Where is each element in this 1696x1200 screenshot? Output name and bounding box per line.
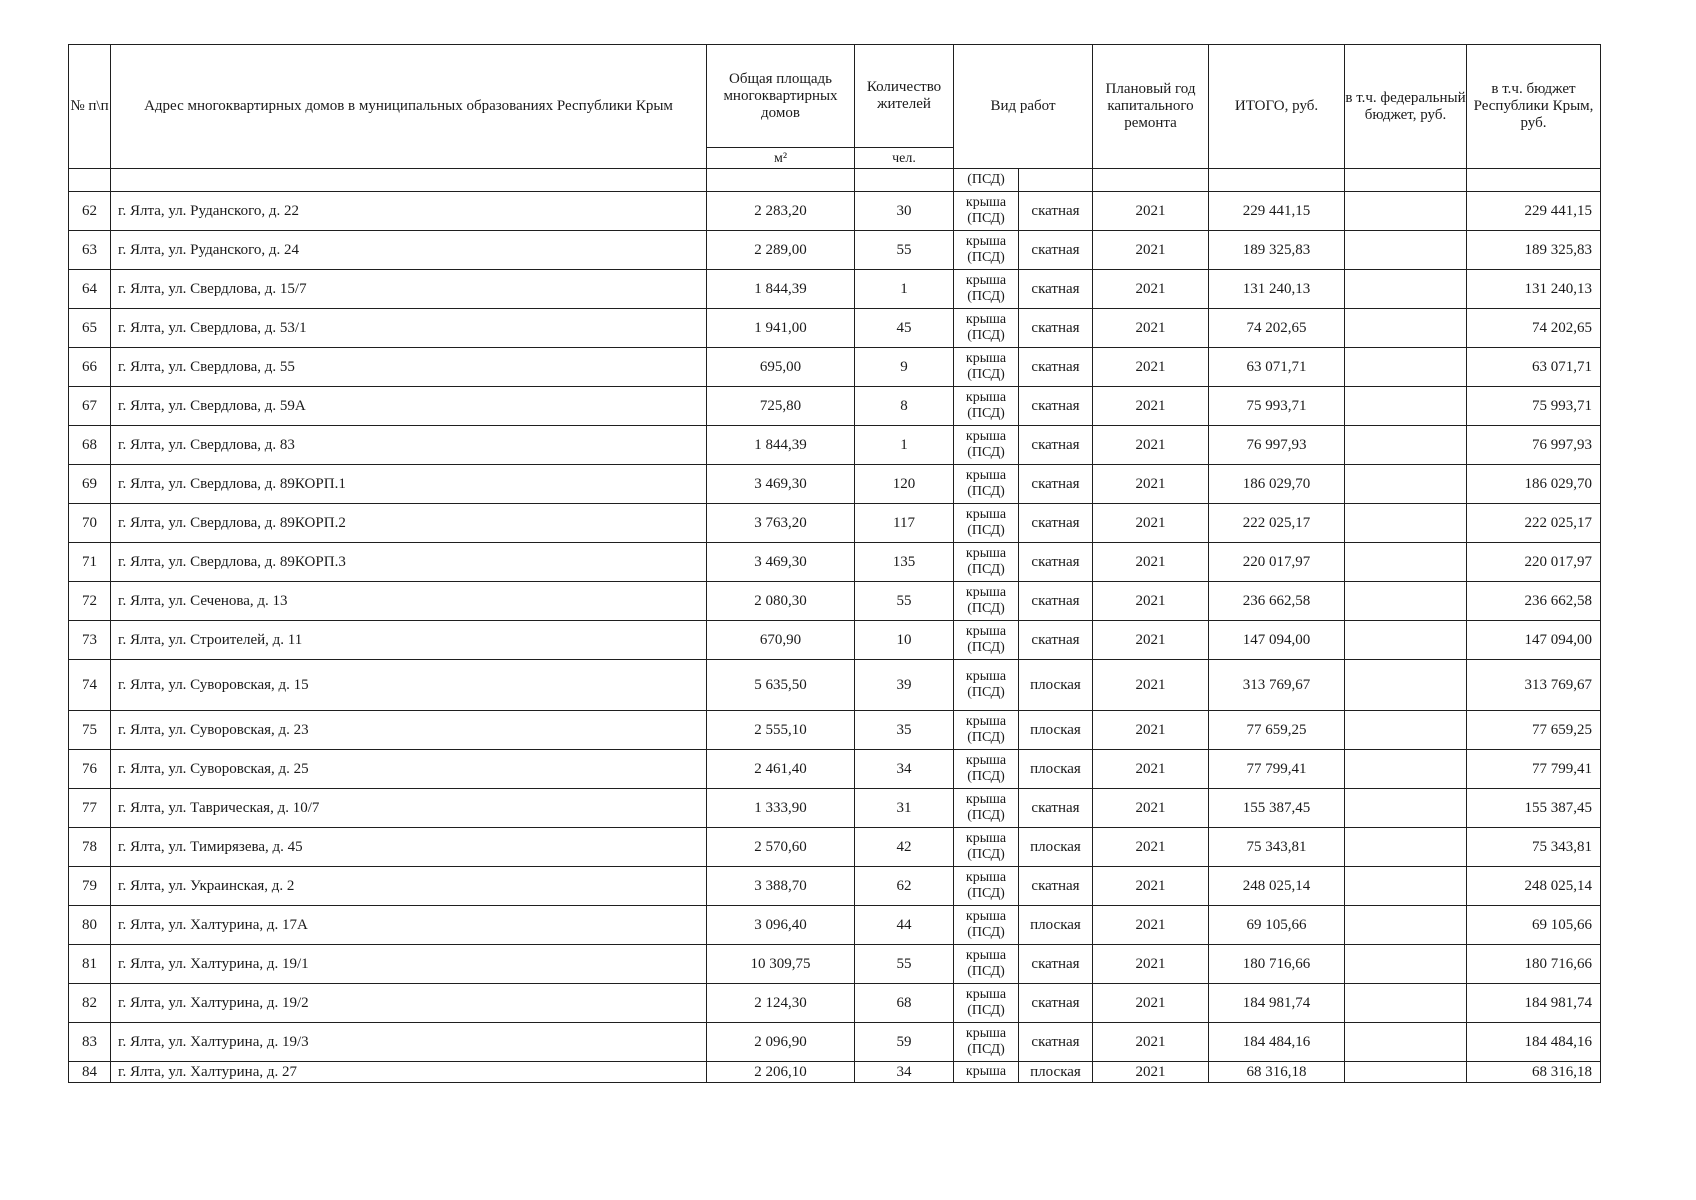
cell-num: 84 — [69, 1062, 111, 1083]
cell-work: крыша (ПСД) — [954, 828, 1019, 867]
table-row — [69, 789, 1601, 828]
col-header-address: Адрес многоквартирных домов в муниципальных образованиях Республики Крым — [111, 45, 707, 169]
col-header-work: Вид работ — [954, 45, 1093, 169]
cell-total: 76 997,93 — [1209, 426, 1345, 465]
cell-total: 77 659,25 — [1209, 711, 1345, 750]
cell-republic: 186 029,70 — [1467, 465, 1601, 504]
cell-republic: 236 662,58 — [1467, 582, 1601, 621]
cell-address: г. Ялта, ул. Строителей, д. 11 — [111, 621, 707, 660]
cell-republic: 184 484,16 — [1467, 1023, 1601, 1062]
table-row — [69, 465, 1601, 504]
cell-republic: 131 240,13 — [1467, 270, 1601, 309]
table-row — [69, 750, 1601, 789]
cell-republic: 77 659,25 — [1467, 711, 1601, 750]
cell-residents: 42 — [855, 828, 954, 867]
table-row — [69, 543, 1601, 582]
cell-total: 75 993,71 — [1209, 387, 1345, 426]
col-header-residents: Количество жителей — [855, 45, 954, 148]
cell-area: 1 844,39 — [707, 426, 855, 465]
cell-roof-type: скатная — [1019, 945, 1093, 984]
cell-num: 73 — [69, 621, 111, 660]
cell-area: 2 570,60 — [707, 828, 855, 867]
cell-federal — [1345, 984, 1467, 1023]
table-row — [69, 711, 1601, 750]
cell-total: 131 240,13 — [1209, 270, 1345, 309]
cell-total: 180 716,66 — [1209, 945, 1345, 984]
cell-roof-type: плоская — [1019, 906, 1093, 945]
cell-roof-type: плоская — [1019, 1062, 1093, 1083]
carry-over-row — [69, 169, 1601, 192]
cell-work: крыша (ПСД) — [954, 231, 1019, 270]
cell-num: 62 — [69, 192, 111, 231]
table-row — [69, 231, 1601, 270]
cell-address: г. Ялта, ул. Халтурина, д. 17А — [111, 906, 707, 945]
cell-num: 76 — [69, 750, 111, 789]
cell-address: г. Ялта, ул. Халтурина, д. 19/3 — [111, 1023, 707, 1062]
cell-total: 63 071,71 — [1209, 348, 1345, 387]
cell-republic: 75 343,81 — [1467, 828, 1601, 867]
cell-work: крыша (ПСД) — [954, 192, 1019, 231]
cell-work: крыша (ПСД) — [954, 426, 1019, 465]
cell-address: г. Ялта, ул. Украинская, д. 2 — [111, 867, 707, 906]
cell-republic: 248 025,14 — [1467, 867, 1601, 906]
table-row — [69, 945, 1601, 984]
cell-roof-type: плоская — [1019, 660, 1093, 711]
cell-residents: 10 — [855, 621, 954, 660]
cell-num: 67 — [69, 387, 111, 426]
cell-total: 220 017,97 — [1209, 543, 1345, 582]
cell-num: 63 — [69, 231, 111, 270]
cell-year: 2021 — [1093, 582, 1209, 621]
cell-year: 2021 — [1093, 504, 1209, 543]
cell-residents: 55 — [855, 945, 954, 984]
cell-address: г. Ялта, ул. Халтурина, д. 19/2 — [111, 984, 707, 1023]
cell-residents: 9 — [855, 348, 954, 387]
cell-area: 3 469,30 — [707, 465, 855, 504]
col-header-num: № п\п — [69, 45, 111, 169]
cell-address: г. Ялта, ул. Свердлова, д. 89КОРП.3 — [111, 543, 707, 582]
cell-year: 2021 — [1093, 984, 1209, 1023]
cell-federal — [1345, 867, 1467, 906]
cell-year: 2021 — [1093, 465, 1209, 504]
cell-address: г. Ялта, ул. Халтурина, д. 19/1 — [111, 945, 707, 984]
cell-num: 79 — [69, 867, 111, 906]
cell-roof-type: скатная — [1019, 543, 1093, 582]
cell-work: крыша — [954, 1062, 1019, 1083]
cell-federal — [1345, 543, 1467, 582]
cell-address: г. Ялта, ул. Свердлова, д. 89КОРП.2 — [111, 504, 707, 543]
cell-total: 189 325,83 — [1209, 231, 1345, 270]
cell-total: 155 387,45 — [1209, 789, 1345, 828]
cell-republic: 313 769,67 — [1467, 660, 1601, 711]
cell-federal — [1345, 1062, 1467, 1083]
cell-roof-type: скатная — [1019, 984, 1093, 1023]
cell-num: 81 — [69, 945, 111, 984]
cell-num: 68 — [69, 426, 111, 465]
cell-work: крыша (ПСД) — [954, 750, 1019, 789]
cell-year: 2021 — [1093, 426, 1209, 465]
cell-republic: 77 799,41 — [1467, 750, 1601, 789]
cell-address: г. Ялта, ул. Руданского, д. 22 — [111, 192, 707, 231]
cell-num: 83 — [69, 1023, 111, 1062]
cell-work: крыша (ПСД) — [954, 543, 1019, 582]
cell-roof-type: скатная — [1019, 309, 1093, 348]
cell-year: 2021 — [1093, 348, 1209, 387]
cell-address: г. Ялта, ул. Свердлова, д. 55 — [111, 348, 707, 387]
cell-residents: 135 — [855, 543, 954, 582]
cell-federal — [1345, 387, 1467, 426]
cell-work: крыша (ПСД) — [954, 387, 1019, 426]
cell-year: 2021 — [1093, 270, 1209, 309]
cell-federal — [1345, 945, 1467, 984]
cell-total: 222 025,17 — [1209, 504, 1345, 543]
cell-work: крыша (ПСД) — [954, 270, 1019, 309]
col-header-republic: в т.ч. бюджет Республики Крым, руб. — [1467, 45, 1601, 169]
cell-federal — [1345, 504, 1467, 543]
table-row — [69, 426, 1601, 465]
cell-address: г. Ялта, ул. Суворовская, д. 15 — [111, 660, 707, 711]
cell-num: 78 — [69, 828, 111, 867]
cell-year: 2021 — [1093, 1062, 1209, 1083]
cell-roof-type: плоская — [1019, 750, 1093, 789]
cell-area: 1 844,39 — [707, 270, 855, 309]
cell-federal — [1345, 906, 1467, 945]
cell-republic: 63 071,71 — [1467, 348, 1601, 387]
cell-republic: 147 094,00 — [1467, 621, 1601, 660]
cell-work: крыша (ПСД) — [954, 711, 1019, 750]
cell-area: 2 206,10 — [707, 1062, 855, 1083]
cell-republic: 222 025,17 — [1467, 504, 1601, 543]
cell-federal — [1345, 750, 1467, 789]
cell-roof-type: скатная — [1019, 867, 1093, 906]
cell-federal — [1345, 309, 1467, 348]
cell-address: г. Ялта, ул. Сеченова, д. 13 — [111, 582, 707, 621]
cell-year: 2021 — [1093, 789, 1209, 828]
cell-area: 2 289,00 — [707, 231, 855, 270]
cell-address: г. Ялта, ул. Тимирязева, д. 45 — [111, 828, 707, 867]
cell-work: крыша (ПСД) — [954, 660, 1019, 711]
cell-num: 72 — [69, 582, 111, 621]
cell-federal — [1345, 621, 1467, 660]
cell-address: г. Ялта, ул. Свердлова, д. 89КОРП.1 — [111, 465, 707, 504]
cell-area: 3 469,30 — [707, 543, 855, 582]
cell-address: г. Ялта, ул. Суворовская, д. 25 — [111, 750, 707, 789]
cell-residents: 35 — [855, 711, 954, 750]
cell-work: крыша (ПСД) — [954, 867, 1019, 906]
cell-area: 3 763,20 — [707, 504, 855, 543]
cell-area: 695,00 — [707, 348, 855, 387]
cell-total: 74 202,65 — [1209, 309, 1345, 348]
cell-area: 2 283,20 — [707, 192, 855, 231]
cell-year: 2021 — [1093, 945, 1209, 984]
cell-year: 2021 — [1093, 750, 1209, 789]
cell-roof-type: скатная — [1019, 387, 1093, 426]
col-header-area: Общая площадь многоквартирных домов — [707, 45, 855, 148]
cell-roof-type: скатная — [1019, 504, 1093, 543]
cell-work: крыша (ПСД) — [954, 1023, 1019, 1062]
cell-republic: 75 993,71 — [1467, 387, 1601, 426]
col-header-year: Плановый год капитального ремонта — [1093, 45, 1209, 169]
cell-residents: 68 — [855, 984, 954, 1023]
cell-work: крыша (ПСД) — [954, 465, 1019, 504]
cell-residents: 44 — [855, 906, 954, 945]
table-row — [69, 621, 1601, 660]
cell-year: 2021 — [1093, 192, 1209, 231]
cell-address: г. Ялта, ул. Свердлова, д. 15/7 — [111, 270, 707, 309]
cell-year: 2021 — [1093, 867, 1209, 906]
cell-residents: 8 — [855, 387, 954, 426]
cell-work: крыша (ПСД) — [954, 309, 1019, 348]
cell-work: крыша (ПСД) — [954, 348, 1019, 387]
cell-work: крыша (ПСД) — [954, 945, 1019, 984]
cell-residents: 1 — [855, 270, 954, 309]
cell-federal — [1345, 348, 1467, 387]
cell-num: 65 — [69, 309, 111, 348]
table-row — [69, 387, 1601, 426]
cell-republic: 184 981,74 — [1467, 984, 1601, 1023]
cell-year: 2021 — [1093, 1023, 1209, 1062]
table-row — [69, 309, 1601, 348]
cell-residents: 39 — [855, 660, 954, 711]
table-body — [69, 169, 1601, 1083]
repair-plan-table — [68, 44, 1601, 1083]
table-header — [69, 45, 1601, 169]
cell-roof-type: скатная — [1019, 465, 1093, 504]
cell-area: 1 333,90 — [707, 789, 855, 828]
cell-year: 2021 — [1093, 543, 1209, 582]
cell-federal — [1345, 1023, 1467, 1062]
cell-roof-type: скатная — [1019, 270, 1093, 309]
cell-republic: 180 716,66 — [1467, 945, 1601, 984]
cell-republic: 76 997,93 — [1467, 426, 1601, 465]
cell-federal — [1345, 789, 1467, 828]
cell-address: г. Ялта, ул. Свердлова, д. 53/1 — [111, 309, 707, 348]
table-row — [69, 192, 1601, 231]
cell-num: 74 — [69, 660, 111, 711]
table-row — [69, 582, 1601, 621]
table-row — [69, 660, 1601, 711]
cell-area: 725,80 — [707, 387, 855, 426]
unit-residents: чел. — [855, 148, 954, 169]
cell-residents: 34 — [855, 750, 954, 789]
table-row — [69, 867, 1601, 906]
cell-num: 80 — [69, 906, 111, 945]
table-row — [69, 828, 1601, 867]
cell-residents: 55 — [855, 582, 954, 621]
document-page — [68, 44, 1600, 1083]
cell-total: 184 981,74 — [1209, 984, 1345, 1023]
cell-total: 186 029,70 — [1209, 465, 1345, 504]
cell-residents: 34 — [855, 1062, 954, 1083]
cell-residents: 59 — [855, 1023, 954, 1062]
cell-republic: 229 441,15 — [1467, 192, 1601, 231]
cell-num: 69 — [69, 465, 111, 504]
cell-work: крыша (ПСД) — [954, 984, 1019, 1023]
cell-total: 236 662,58 — [1209, 582, 1345, 621]
carry-over-text: (ПСД) — [954, 169, 1019, 192]
cell-roof-type: скатная — [1019, 231, 1093, 270]
cell-total: 147 094,00 — [1209, 621, 1345, 660]
cell-year: 2021 — [1093, 828, 1209, 867]
cell-roof-type: скатная — [1019, 192, 1093, 231]
cell-area: 5 635,50 — [707, 660, 855, 711]
table-row — [69, 1062, 1601, 1083]
cell-residents: 31 — [855, 789, 954, 828]
cell-federal — [1345, 270, 1467, 309]
cell-roof-type: скатная — [1019, 426, 1093, 465]
cell-area: 1 941,00 — [707, 309, 855, 348]
cell-area: 2 461,40 — [707, 750, 855, 789]
cell-year: 2021 — [1093, 231, 1209, 270]
cell-area: 670,90 — [707, 621, 855, 660]
cell-num: 71 — [69, 543, 111, 582]
table-row — [69, 348, 1601, 387]
cell-area: 10 309,75 — [707, 945, 855, 984]
cell-federal — [1345, 192, 1467, 231]
cell-address: г. Ялта, ул. Суворовская, д. 23 — [111, 711, 707, 750]
cell-num: 64 — [69, 270, 111, 309]
cell-roof-type: скатная — [1019, 348, 1093, 387]
col-header-total: ИТОГО, руб. — [1209, 45, 1345, 169]
cell-year: 2021 — [1093, 387, 1209, 426]
cell-year: 2021 — [1093, 309, 1209, 348]
col-header-federal: в т.ч. федеральный бюджет, руб. — [1345, 45, 1467, 169]
cell-republic: 220 017,97 — [1467, 543, 1601, 582]
cell-residents: 62 — [855, 867, 954, 906]
table-row — [69, 906, 1601, 945]
cell-work: крыша (ПСД) — [954, 789, 1019, 828]
cell-work: крыша (ПСД) — [954, 504, 1019, 543]
cell-total: 184 484,16 — [1209, 1023, 1345, 1062]
table-row — [69, 270, 1601, 309]
cell-republic: 68 316,18 — [1467, 1062, 1601, 1083]
cell-area: 2 096,90 — [707, 1023, 855, 1062]
cell-total: 68 316,18 — [1209, 1062, 1345, 1083]
cell-address: г. Ялта, ул. Руданского, д. 24 — [111, 231, 707, 270]
cell-total: 313 769,67 — [1209, 660, 1345, 711]
cell-residents: 45 — [855, 309, 954, 348]
cell-year: 2021 — [1093, 621, 1209, 660]
cell-work: крыша (ПСД) — [954, 906, 1019, 945]
cell-residents: 55 — [855, 231, 954, 270]
cell-republic: 155 387,45 — [1467, 789, 1601, 828]
cell-republic: 69 105,66 — [1467, 906, 1601, 945]
cell-republic: 189 325,83 — [1467, 231, 1601, 270]
cell-address: г. Ялта, ул. Свердлова, д. 83 — [111, 426, 707, 465]
cell-area: 2 124,30 — [707, 984, 855, 1023]
cell-area: 2 555,10 — [707, 711, 855, 750]
cell-residents: 1 — [855, 426, 954, 465]
cell-area: 2 080,30 — [707, 582, 855, 621]
cell-roof-type: скатная — [1019, 582, 1093, 621]
cell-roof-type: скатная — [1019, 1023, 1093, 1062]
cell-roof-type: скатная — [1019, 621, 1093, 660]
cell-total: 75 343,81 — [1209, 828, 1345, 867]
table-row — [69, 504, 1601, 543]
cell-year: 2021 — [1093, 906, 1209, 945]
cell-federal — [1345, 582, 1467, 621]
cell-total: 248 025,14 — [1209, 867, 1345, 906]
cell-work: крыша (ПСД) — [954, 621, 1019, 660]
cell-roof-type: плоская — [1019, 828, 1093, 867]
cell-roof-type: скатная — [1019, 789, 1093, 828]
cell-roof-type: плоская — [1019, 711, 1093, 750]
cell-federal — [1345, 711, 1467, 750]
cell-num: 70 — [69, 504, 111, 543]
unit-area: м² — [707, 148, 855, 169]
cell-area: 3 388,70 — [707, 867, 855, 906]
cell-total: 229 441,15 — [1209, 192, 1345, 231]
cell-federal — [1345, 660, 1467, 711]
cell-num: 77 — [69, 789, 111, 828]
cell-residents: 120 — [855, 465, 954, 504]
cell-residents: 117 — [855, 504, 954, 543]
cell-num: 75 — [69, 711, 111, 750]
cell-federal — [1345, 231, 1467, 270]
cell-year: 2021 — [1093, 711, 1209, 750]
cell-residents: 30 — [855, 192, 954, 231]
cell-federal — [1345, 828, 1467, 867]
cell-total: 69 105,66 — [1209, 906, 1345, 945]
cell-federal — [1345, 465, 1467, 504]
cell-address: г. Ялта, ул. Таврическая, д. 10/7 — [111, 789, 707, 828]
cell-work: крыша (ПСД) — [954, 582, 1019, 621]
cell-year: 2021 — [1093, 660, 1209, 711]
cell-republic: 74 202,65 — [1467, 309, 1601, 348]
cell-num: 66 — [69, 348, 111, 387]
cell-num: 82 — [69, 984, 111, 1023]
cell-area: 3 096,40 — [707, 906, 855, 945]
table-row — [69, 1023, 1601, 1062]
table-row — [69, 984, 1601, 1023]
cell-federal — [1345, 426, 1467, 465]
cell-total: 77 799,41 — [1209, 750, 1345, 789]
cell-address: г. Ялта, ул. Халтурина, д. 27 — [111, 1062, 707, 1083]
cell-address: г. Ялта, ул. Свердлова, д. 59А — [111, 387, 707, 426]
